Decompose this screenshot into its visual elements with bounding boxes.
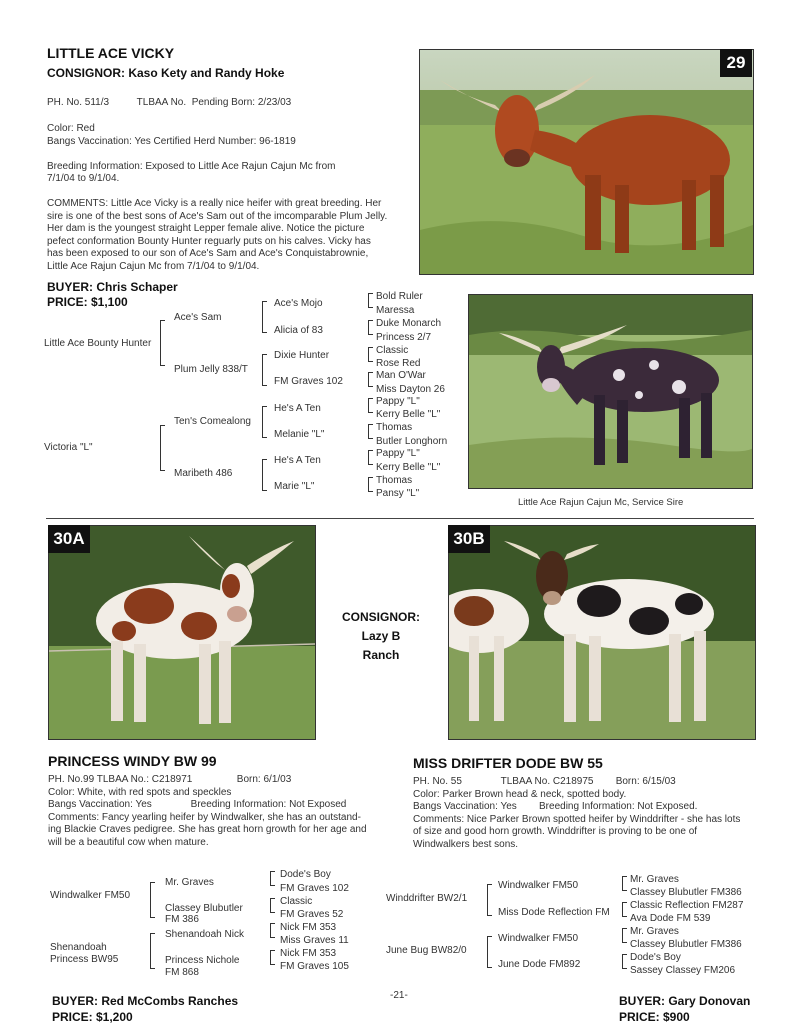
- lot29-buyer: BUYER: Chris Schaper: [47, 280, 178, 294]
- service-sire-photo: [468, 294, 753, 489]
- lot29-comments-1: COMMENTS: Little Ace Vicky is a really nice heifer with great breeding. Her: [47, 198, 382, 209]
- lot29-ped-dam: Victoria "L": [44, 442, 93, 453]
- lot30b-cow-photo: [448, 525, 756, 740]
- lot29-comments-4: pefect conformation Bounty Hunter reguarly puts on his calves. Vicky has: [47, 235, 371, 247]
- bracket: [262, 354, 267, 386]
- lot30a-ped-g2-6: FM 868: [165, 967, 199, 978]
- lot29-ped-g3-1: Ace's Mojo: [274, 298, 323, 309]
- lot29-ped-g4-15: Thomas: [376, 475, 413, 486]
- bracket: [262, 459, 267, 491]
- bracket: [622, 928, 627, 943]
- lot29-ped-g4-14: Kerry Belle "L": [376, 462, 441, 473]
- lot30a-ped-g3-7: Nick FM 353: [280, 948, 337, 959]
- lot29-ped-g3-5: He's A Ten: [274, 403, 321, 414]
- lot29-registration: PH. No. 511/3 TLBAA No. Pending Born: 2/23/03: [47, 97, 292, 108]
- lot30b-bangs: Bangs Vaccination: Yes Breeding Information: Not Exposed.: [413, 801, 698, 812]
- lot30a-buyer: BUYER: Red McCombs Ranches: [52, 994, 239, 1008]
- lot30a-comments-3: will be a beautiful cow when mature.: [48, 836, 209, 848]
- lot29-title: LITTLE ACE VICKY: [47, 45, 175, 61]
- lot30a-ped-g3-3: Classic: [280, 896, 313, 907]
- lot29-ped-g4-1: Bold Ruler: [376, 291, 423, 302]
- lot30b-ped-g2-1: Windwalker FM50: [498, 880, 579, 891]
- lot30b-ped-g3-4: Ava Dode FM 539: [630, 913, 711, 924]
- page-number: -21-: [390, 990, 408, 1001]
- bracket: [368, 450, 373, 465]
- lot30a-ped-g2-3: FM 386: [165, 914, 199, 925]
- service-sire-caption: Little Ace Rajun Cajun Mc, Service Sire: [518, 497, 684, 508]
- lot30b-buyer: BUYER: Gary Donovan: [619, 994, 751, 1008]
- lot29-ped-g2-1: Ace's Sam: [174, 312, 222, 323]
- bracket: [270, 871, 275, 886]
- bracket: [622, 954, 627, 969]
- bracket: [487, 884, 492, 916]
- lot29-ped-g4-4: Princess 2/7: [376, 332, 432, 343]
- lot30b-price: PRICE: $900: [619, 1010, 690, 1024]
- lot29-comments-6: Little Ace Rajun Cajun Mc from 7/1/04 to 9/1/04.: [47, 260, 260, 272]
- lot29-ped-g2-3: Ten's Comealong: [174, 416, 251, 427]
- lot29-ped-g4-5: Classic: [376, 345, 409, 356]
- lot30a-title: PRINCESS WINDY BW 99: [48, 753, 217, 769]
- bracket: [622, 902, 627, 917]
- bracket: [368, 320, 373, 335]
- lot29-number-badge: 29: [720, 49, 752, 77]
- lot29-ped-g4-12: Butler Longhorn: [376, 436, 448, 447]
- lot30a-color: Color: White, with red spots and speckles: [48, 786, 232, 798]
- bracket: [368, 293, 373, 308]
- lot30b-ped-g3-7: Dode's Boy: [630, 952, 681, 963]
- lot29-comments-3: Her dam is the youngest straight Lepper female alive. Notice the picture: [47, 223, 365, 234]
- bracket: [368, 398, 373, 413]
- bracket: [487, 936, 492, 968]
- lot30b-ped-g3-2: Classey Blubutler FM386: [630, 887, 742, 898]
- lot29-ped-g4-2: Maressa: [376, 305, 415, 316]
- lot30b-ped-g2-4: June Dode FM892: [498, 959, 581, 970]
- bracket: [150, 933, 155, 969]
- lot30b-registration: PH. No. 55 TLBAA No. C218975 Born: 6/15/03: [413, 776, 676, 787]
- lot29-ped-g3-2: Alicia of 83: [274, 325, 323, 336]
- lazyb-consignor-name-1: Lazy B: [361, 629, 401, 643]
- lot30b-number-badge: 30B: [448, 525, 490, 553]
- bracket: [368, 347, 373, 362]
- lazyb-consignor-label: CONSIGNOR:: [342, 610, 420, 624]
- lot29-breeding-line2: 7/1/04 to 9/1/04.: [47, 173, 120, 184]
- lot29-ped-g4-6: Rose Red: [376, 358, 421, 369]
- lot30b-ped-g3-3: Classic Reflection FM287: [630, 900, 744, 911]
- lot30b-ped-g3-5: Mr. Graves: [630, 926, 679, 937]
- lot29-color: Color: Red: [47, 123, 95, 134]
- lot30a-ped-g3-2: FM Graves 102: [280, 883, 349, 894]
- bracket: [270, 950, 275, 965]
- lot29-ped-g3-3: Dixie Hunter: [274, 350, 330, 361]
- lot30a-ped-g2-2: Classey Blubutler: [165, 903, 243, 914]
- lot30a-ped-g2-1: Mr. Graves: [165, 877, 214, 888]
- lot29-breeding-line1: Breeding Information: Exposed to Little Ace Rajun Cajun Mc from: [47, 161, 336, 172]
- lot30a-ped-g3-6: Miss Graves 11: [280, 935, 349, 946]
- bracket: [270, 923, 275, 938]
- bracket: [270, 898, 275, 913]
- lot29-ped-g4-13: Pappy "L": [376, 448, 420, 459]
- lot29-ped-g4-3: Duke Monarch: [376, 318, 442, 329]
- lot29-ped-g3-7: He's A Ten: [274, 455, 321, 466]
- lot30a-ped-g3-5: Nick FM 353: [280, 922, 337, 933]
- bracket: [150, 882, 155, 918]
- lot30a-registration: PH. No.99 TLBAA No.: C218971 Born: 6/1/03: [48, 774, 292, 785]
- lot29-comments-5: has been exposed to our son of Ace's Sam and Ace's Conquistabrownie,: [47, 248, 369, 259]
- bracket: [262, 406, 267, 438]
- lot30a-comments-2: ing Blackie Craves pedigree. She has great horn growth for her age and: [48, 824, 367, 835]
- lot30b-ped-g2-3: Windwalker FM50: [498, 933, 579, 944]
- lot30b-comments-2: of size and good horn growth. Winddrifter is proving to be one of: [413, 826, 698, 837]
- lot30a-ped-g2-4: Shenandoah Nick: [165, 929, 244, 940]
- lot30b-ped-sire: Winddrifter BW2/1: [386, 893, 468, 904]
- lot30a-ped-g3-8: FM Graves 105: [280, 961, 349, 972]
- lot29-ped-g4-16: Pansy "L": [376, 488, 420, 499]
- lot30b-color: Color: Parker Brown head & neck, spotted body.: [413, 788, 627, 800]
- section-divider: [46, 518, 754, 519]
- lot30a-price: PRICE: $1,200: [52, 1010, 133, 1024]
- lot30a-bangs: Bangs Vaccination: Yes Breeding Information: Not Exposed: [48, 799, 347, 810]
- lot30a-ped-dam-line1: Shenandoah: [50, 942, 107, 953]
- lot30b-ped-g3-8: Sassey Classey FM206: [630, 965, 736, 976]
- lot30b-ped-dam: June Bug BW82/0: [386, 945, 467, 956]
- lot30b-comments-3: Windwalkers best sons.: [413, 838, 519, 850]
- lazyb-consignor-name-2: Ranch: [362, 648, 400, 662]
- lot29-ped-g3-6: Melanie "L": [274, 429, 325, 440]
- bracket: [368, 477, 373, 492]
- bracket: [368, 372, 373, 387]
- lot30a-ped-g3-4: FM Graves 52: [280, 909, 344, 920]
- bracket: [160, 320, 165, 366]
- bracket: [262, 301, 267, 333]
- lot29-price: PRICE: $1,100: [47, 295, 128, 309]
- lot29-ped-g4-8: Miss Dayton 26: [376, 384, 445, 395]
- lot30a-comments-1: Comments: Fancy yearling heifer by Windwalker, she has an outstand-: [48, 811, 361, 823]
- lot30a-ped-dam-line2: Princess BW95: [50, 954, 119, 965]
- lot29-ped-g4-9: Pappy "L": [376, 396, 420, 407]
- lot29-ped-g2-4: Maribeth 486: [174, 468, 233, 479]
- lot30a-ped-g2-5: Princess Nichole: [165, 955, 240, 966]
- lot29-ped-g2-2: Plum Jelly 838/T: [174, 364, 248, 375]
- lot29-cow-photo: [419, 49, 754, 275]
- lot29-ped-g4-11: Thomas: [376, 422, 413, 433]
- lot30b-ped-g3-6: Classey Blubutler FM386: [630, 939, 742, 950]
- lot30a-number-badge: 30A: [48, 525, 90, 553]
- lot30b-comments-1: Comments: Nice Parker Brown spotted heifer by Winddrifter - she has lots: [413, 813, 741, 825]
- lot30b-ped-g3-1: Mr. Graves: [630, 874, 679, 885]
- lot29-ped-g3-8: Marie "L": [274, 481, 315, 492]
- lot29-consignor: CONSIGNOR: Kaso Kety and Randy Hoke: [47, 66, 285, 80]
- bracket: [160, 425, 165, 471]
- lot29-ped-g4-7: Man O'War: [376, 370, 426, 381]
- lot30a-cow-photo: [48, 525, 316, 740]
- lot30b-title: MISS DRIFTER DODE BW 55: [413, 755, 603, 771]
- lot29-ped-g4-10: Kerry Belle "L": [376, 409, 441, 420]
- lot30b-ped-g2-2: Miss Dode Reflection FM: [498, 907, 610, 918]
- lot30a-ped-g3-1: Dode's Boy: [280, 869, 331, 880]
- lot29-ped-g3-4: FM Graves 102: [274, 376, 343, 387]
- bracket: [622, 876, 627, 891]
- lot29-ped-sire: Little Ace Bounty Hunter: [44, 338, 152, 349]
- lot29-bangs: Bangs Vaccination: Yes Certified Herd Number: 96-1819: [47, 136, 296, 147]
- lot30a-ped-sire: Windwalker FM50: [50, 890, 131, 901]
- lot29-comments-2: sire is one of the best sons of Ace's Sam out of the imcomparable Plum Jelly.: [47, 210, 388, 222]
- bracket: [368, 424, 373, 439]
